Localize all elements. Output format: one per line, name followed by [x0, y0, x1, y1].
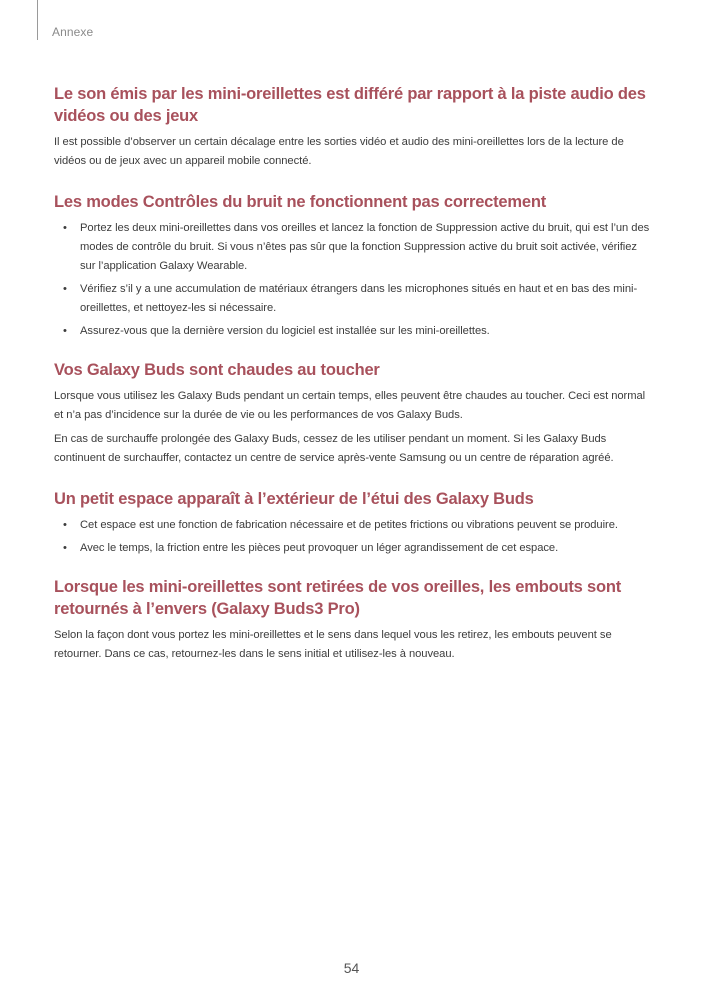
heading-warm-to-touch: Vos Galaxy Buds sont chaudes au toucher — [54, 361, 380, 379]
paragraph-overheating: En cas de surchauffe prolongée des Galaxy Buds, cessez de les utiliser pendant un moment. Si les Galaxy Buds continuent de surchauffer, contactez un centre de service après-vente Samsung ou un centre de réparation agréé. — [54, 433, 614, 464]
noise-control-list — [54, 219, 654, 341]
list-item: • Portez les deux mini-oreillettes dans vos oreilles et lancez la fonction de Suppression active du bruit, qui est l’un des modes de contrôle du bruit. Si vous n’êtes pas sûr que la fonction Suppression active du bruit soit activée, vérifiez sur l’application Galaxy Wearable. — [54, 219, 654, 276]
heading-case-gap: Un petit espace apparaît à l’extérieur de l’étui des Galaxy Buds — [54, 490, 534, 508]
section-av-delay — [54, 83, 654, 171]
list-item: • Cet espace est une fonction de fabrication nécessaire et de petites frictions ou vibrations peuvent se produire. — [54, 516, 654, 535]
section-eartips-inverted — [54, 576, 654, 664]
page-number: 54 — [343, 960, 360, 976]
header-margin-rule — [37, 0, 38, 40]
section-warm-to-touch — [54, 359, 654, 468]
heading-av-delay: Le son émis par les mini-oreillettes est différé par rapport à la piste audio des vidéos ou des jeux — [54, 85, 646, 125]
list-item: • Assurez-vous que la dernière version du logiciel est installée sur les mini-oreillettes. — [54, 322, 654, 341]
heading-eartips-inverted: Lorsque les mini-oreillettes sont retirées de vos oreilles, les embouts sont retournés à l’envers (Galaxy Buds3 Pro) — [54, 578, 622, 618]
paragraph-warm-normal: Lorsque vous utilisez les Galaxy Buds pendant un certain temps, elles peuvent être chaudes au toucher. Ceci est normal et n’a pas d’incidence sur la durée de vie ou les performances de vos Galaxy Buds. — [54, 390, 646, 421]
paragraph-av-delay: Il est possible d’observer un certain décalage entre les sorties vidéo et audio des mini-oreillettes lors de la lecture de vidéos ou de jeux avec un appareil mobile connecté. — [54, 136, 624, 167]
section-noise-control — [54, 191, 654, 341]
list-item: • Avec le temps, la friction entre les pièces peut provoquer un léger agrandissement de cet espace. — [54, 539, 654, 558]
page-content — [54, 83, 654, 664]
list-item: • Vérifiez s’il y a une accumulation de matériaux étrangers dans les microphones situés en haut et en bas des mini-oreillettes, et nettoyez-les si nécessaire. — [54, 280, 654, 318]
section-case-gap — [54, 488, 654, 558]
case-gap-list — [54, 516, 654, 558]
section-label: Annexe — [52, 25, 94, 39]
heading-noise-control: Les modes Contrôles du bruit ne fonctionnent pas correctement — [54, 193, 547, 211]
paragraph-eartips-inverted: Selon la façon dont vous portez les mini-oreillettes et le sens dans lequel vous les retirez, les embouts peuvent se retourner. Dans ce cas, retournez-les dans le sens initial et utilisez-les à nouveau. — [54, 629, 612, 660]
